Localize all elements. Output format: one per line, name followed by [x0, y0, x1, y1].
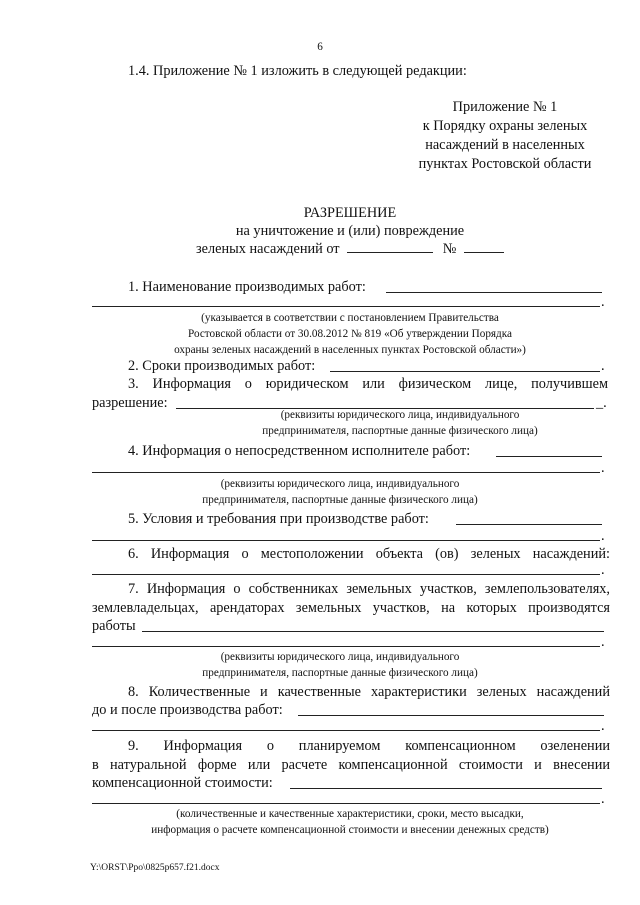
item-9-note: (количественные и качественные характеристики, сроки, место высадки, информация о расчете компенсационной стоимости и внесении денежных средств) [151, 808, 549, 836]
item-7-label-line-3: работы [92, 618, 136, 634]
appendix-line-1: Приложение № 1 [452, 99, 558, 115]
appendix-header [400, 98, 610, 174]
item-7-label-line-1: 7. Информация о собственниках земельных участков, землепользователях, [128, 581, 610, 597]
footer-file-path: Y:\ORST\Ppo\0825p657.f21.docx [90, 863, 220, 873]
appendix-line-2: к Порядку охраны зеленых [422, 118, 588, 134]
item-1-field-line-2[interactable] [92, 306, 600, 307]
number-sign: № [442, 241, 457, 257]
item-5-field-line-2[interactable] [92, 540, 600, 541]
item-4-field-line-2[interactable] [92, 472, 600, 473]
document-subtitle-1: на уничтожение и (или) повреждение [235, 223, 465, 239]
item-2-field[interactable] [330, 371, 600, 372]
item-9-label-line-2: в натуральной форме или расчете компенсационной стоимости и внесении [92, 757, 610, 773]
document-subtitle-2 [196, 240, 504, 258]
item-7-field-line-2[interactable] [92, 646, 600, 647]
appendix-line-4: пунктах Ростовской области [418, 156, 592, 172]
item-1-field[interactable] [386, 292, 602, 293]
item-9-field[interactable] [290, 788, 602, 789]
item-9-label-line-1: 9. Информация о планируемом компенсационном озеленении [128, 738, 610, 754]
number-field[interactable] [464, 240, 504, 253]
item-8-label-line-2: до и после производства работ: [92, 702, 283, 718]
item-3-note: (реквизиты юридического лица, индивидуального предпринимателя, паспортные данные физического лица) [262, 409, 538, 437]
item-9-label-line-3: компенсационной стоимости: [92, 775, 273, 791]
appendix-line-3: насаждений в населенных [425, 137, 585, 153]
item-7-field[interactable] [142, 631, 604, 632]
item-8-field[interactable] [298, 715, 604, 716]
item-3-label-line-2: разрешение: [92, 395, 168, 411]
item-2-label: 2. Сроки производимых работ: [128, 358, 316, 374]
date-field[interactable] [347, 240, 433, 253]
item-9-field-line-2[interactable] [92, 803, 600, 804]
item-8-label-line-1: 8. Количественные и качественные характеристики зеленых насаждений [128, 684, 610, 700]
page-number: 6 [317, 41, 323, 53]
item-6-field[interactable] [92, 574, 600, 575]
item-4-label: 4. Информация о непосредственном исполнителе работ: [128, 443, 471, 459]
item-3-label-line-1: 3. Информация о юридическом или физическом лице, получившем [128, 376, 608, 392]
item-4-note: (реквизиты юридического лица, индивидуального предпринимателя, паспортные данные физического лица) [202, 478, 478, 506]
item-5-field[interactable] [456, 524, 602, 525]
intro-text: 1.4. Приложение № 1 изложить в следующей редакции: [128, 63, 467, 79]
item-7-note: (реквизиты юридического лица, индивидуального предпринимателя, паспортные данные физического лица) [202, 651, 478, 679]
document-title: РАЗРЕШЕНИЕ [303, 205, 397, 221]
item-1-note: (указывается в соответствии с постановлением Правительства Ростовской области от 30.08.2012 № 819 «Об утверждении Порядка охраны зеленых насаждений в населенных пунктах Ростовской области») [174, 312, 526, 356]
item-5-label: 5. Условия и требования при производстве работ: [128, 511, 429, 527]
item-4-field[interactable] [496, 456, 602, 457]
item-7-label-line-2: землевладельцах, арендаторах земельных участков, на которых производятся [92, 600, 610, 616]
subtitle-date-label: зеленых насаждений от [196, 241, 340, 257]
item-6-label: 6. Информация о местоположении объекта (ов) зеленых насаждений: [128, 546, 610, 562]
item-1-label: 1. Наименование производимых работ: [128, 279, 366, 295]
item-8-field-line-2[interactable] [92, 730, 600, 731]
